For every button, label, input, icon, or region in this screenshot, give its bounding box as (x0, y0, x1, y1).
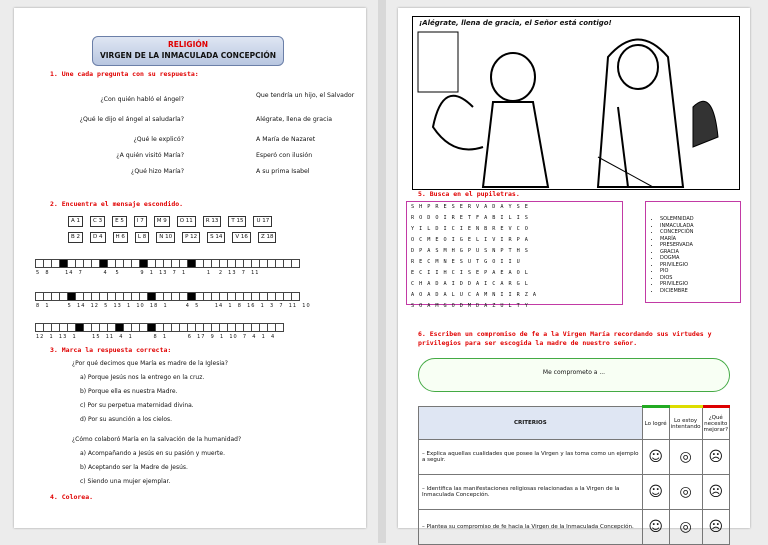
key-box: B 2 (68, 232, 83, 243)
cipher-numbers-2: 8 1 5 14 12 5 13 1 10 18 1 4 5 14 1 8 16 1 3 7 11 10 (36, 303, 311, 309)
key-box: N 10 (156, 232, 175, 243)
word-list-item: • GRACIA (660, 249, 740, 256)
section-6-heading: 6. Escriben un compromiso de fe a la Virgen María recordando sus virtudes y privilegios para ser escogida la madre de nuestro señor. (418, 330, 712, 347)
cipher-grid-3[interactable] (36, 323, 284, 332)
worksheet-page-left (14, 8, 366, 528)
coloring-illustration (412, 16, 740, 190)
question-5: ¿Qué hizo María? (131, 168, 184, 175)
section-2-heading: 2. Encuentra el mensaje escondido. (50, 200, 184, 208)
criteria-row: – Explica aquellas cualidades que posee la Virgen y las toma como un ejemplo a seguir. (419, 440, 643, 475)
answer-4: Esperó con ilusión (256, 152, 313, 159)
key-box: U 17 (253, 216, 272, 227)
option[interactable]: a) Acompañando a Jesús en su pasión y muerte. (80, 450, 226, 457)
worksheet-page-right (398, 8, 750, 535)
key-box: H 6 (113, 232, 128, 243)
question-2: ¿Qué le dijo el ángel al saludarla? (79, 116, 184, 123)
word-search-row[interactable]: ECIIHCISEPAEAOL (411, 270, 533, 276)
improve-header: ¿Qué necesito mejorar? (702, 407, 729, 440)
section-4-heading: 4. Colorea. (50, 493, 94, 501)
word-list-item: • MARÍA (660, 236, 740, 243)
letter-key-row-2 (68, 232, 276, 243)
word-list-item: • PRIVILEGIO (660, 262, 740, 269)
key-box: O 11 (177, 216, 196, 227)
answer-3: A María de Nazaret (256, 136, 316, 143)
happy-face-icon[interactable]: ☺ (642, 475, 669, 510)
question-4: ¿A quién visitó María? (116, 152, 184, 159)
cipher-grid-1[interactable] (36, 259, 300, 268)
option[interactable]: d) Por su asunción a los cielos. (80, 416, 173, 423)
word-search-row[interactable]: SHPRESERVADAYSE (411, 204, 533, 210)
key-box: S 14 (207, 232, 225, 243)
question-1: ¿Con quién habló el ángel? (100, 96, 184, 103)
word-list-item: • PIO (660, 268, 740, 275)
word-list-item: • DOGMA (660, 255, 740, 262)
neutral-face-icon[interactable]: ◎ (669, 440, 702, 475)
word-list-item: • SOLEMNIDAD (660, 216, 740, 223)
key-box: C 3 (90, 216, 105, 227)
cipher-cell[interactable] (275, 323, 284, 332)
rubric-table (418, 405, 730, 545)
key-box: V 16 (232, 232, 251, 243)
cipher-grid-2[interactable] (36, 292, 300, 301)
section-5-heading: 5. Busca en el pupiletras. (418, 190, 520, 198)
cloud-prompt: Me comprometo a ... (542, 369, 606, 376)
key-box: D 4 (90, 232, 105, 243)
word-search-row[interactable]: SOAMGODMDAZULTY (411, 303, 533, 309)
sad-face-icon[interactable]: ☹ (702, 510, 729, 545)
happy-face-icon[interactable]: ☺ (642, 510, 669, 545)
word-search-row[interactable]: RODOIRETFABILIS (411, 215, 533, 221)
title-box (92, 36, 284, 66)
criteria-row: – Identifica las manifestaciones religiosas relacionadas a la Virgen de la Inmaculada Concepción. (419, 475, 643, 510)
key-box: R 13 (203, 216, 222, 227)
option[interactable]: c) Siendo una mujer ejemplar. (80, 478, 171, 485)
word-search-row[interactable]: OCMEOIGELIVIRPA (411, 237, 533, 243)
word-list-item: • DIOS (660, 275, 740, 282)
word-search-row[interactable]: YILDICIENBREVCO (411, 226, 533, 232)
key-box: P 12 (182, 232, 200, 243)
key-box: T 15 (228, 216, 246, 227)
answer-1: Que tendría un hijo, el Salvador (256, 92, 355, 99)
happy-face-icon[interactable]: ☺ (642, 440, 669, 475)
key-box: E 5 (112, 216, 127, 227)
banner-text: ¡Alégrate, llena de gracia, el Señor está contigo! (419, 19, 612, 27)
word-list (645, 201, 741, 303)
key-box: L 8 (135, 232, 149, 243)
key-box: A 1 (68, 216, 83, 227)
page-divider (378, 0, 386, 543)
section-3-heading: 3. Marca la respuesta correcta: (50, 346, 172, 354)
cipher-cell[interactable] (291, 292, 300, 301)
question-mc-1: ¿Por qué decimos que María es madre de la Iglesia? (72, 360, 228, 367)
commitment-cloud[interactable] (418, 358, 730, 392)
word-list-item: • CONCEPCIÓN (660, 229, 740, 236)
answer-2: Alégrate, llena de gracia (256, 116, 332, 123)
cipher-cell[interactable] (291, 259, 300, 268)
word-list-item: • INMACULADA (660, 223, 740, 230)
trying-header: Lo estoy intentando (669, 407, 702, 440)
key-box: I 7 (134, 216, 147, 227)
cipher-numbers-3: 12 1 13 1 15 11 4 1 8 1 6 17 9 1 10 7 4 1 4 (36, 334, 276, 340)
criteria-header: CRITERIOS (419, 407, 643, 440)
answer-5: A su prima Isabel (256, 168, 310, 175)
section-1-heading: 1. Une cada pregunta con su respuesta: (50, 70, 199, 78)
option[interactable]: c) Por su perpetua maternidad divina. (80, 402, 194, 409)
word-search-grid[interactable] (406, 201, 623, 309)
criteria-row: – Plantea su compromiso de fe hacia la Virgen de la Inmaculada Concepción. (419, 510, 643, 545)
neutral-face-icon[interactable]: ◎ (669, 475, 702, 510)
word-list-item: • PRIVILEGIO (660, 281, 740, 288)
word-list-item: • DICIEMBRE (660, 288, 740, 295)
achieved-header: Lo logré (642, 407, 669, 440)
word-search-row[interactable]: AOADALUCAMNIIRZA (411, 292, 541, 298)
title-subject: RELIGIÓN (167, 40, 209, 49)
word-search-row[interactable]: RECMNESUTGOIIU (411, 259, 525, 265)
word-search-row[interactable]: CHADAIDDAICARGL (411, 281, 533, 287)
word-search-row[interactable]: DPASMHGPUSNPTHS (411, 248, 533, 254)
sad-face-icon[interactable]: ☹ (702, 475, 729, 510)
question-3: ¿Qué le explicó? (133, 136, 184, 143)
key-box: M 9 (154, 216, 170, 227)
word-list-item: • PRESERVADA (660, 242, 740, 249)
option[interactable]: b) Porque ella es nuestra Madre. (80, 388, 178, 395)
title-main: VIRGEN DE LA INMACULADA CONCEPCIÓN (99, 51, 277, 60)
option[interactable]: b) Aceptando ser la Madre de Jesús. (80, 464, 188, 471)
key-box: Z 18 (258, 232, 277, 243)
annunciation-drawing (413, 17, 739, 189)
neutral-face-icon[interactable]: ◎ (669, 510, 702, 545)
cipher-numbers-1: 5 8 14 7 4 5 9 1 13 7 1 1 2 13 7 11 (36, 270, 260, 276)
question-mc-2: ¿Cómo colaboró María en la salvación de la humanidad? (72, 436, 242, 443)
option[interactable]: a) Porque Jesús nos la entrego en la cruz. (80, 374, 205, 381)
sad-face-icon[interactable]: ☹ (702, 440, 729, 475)
letter-key-row-1 (68, 216, 272, 227)
